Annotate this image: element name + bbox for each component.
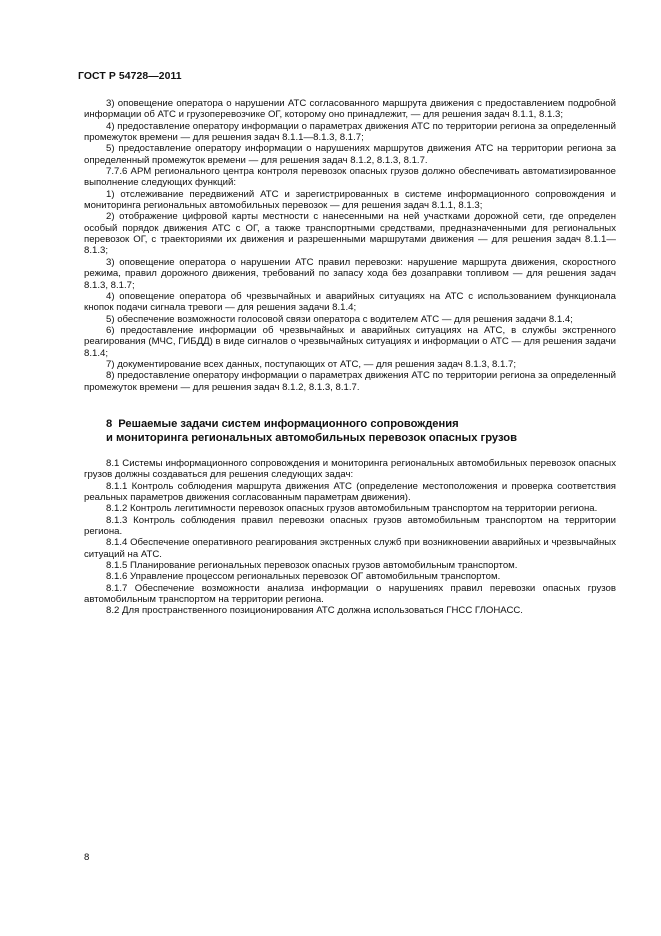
paragraph: 7) документирование всех данных, поступающих от АТС, — для решения задач 8.1.3, 8.1.7;: [106, 358, 517, 370]
paragraph: 8.1.2 Контроль легитимности перевозок опасных грузов автомобильным транспортом на территории региона.: [106, 503, 598, 515]
paragraph: 7.7.6 АРМ регионального центра контроля перевозок опасных грузов должно обеспечивать автоматизированное выполнение следующих функций:: [84, 166, 616, 189]
paragraph: 8) предоставление оператору информации о параметрах движения АТС по территории региона за определенный промежуток времени — для решения задач 8.1.2, 8.1.3, 8.1.7.: [84, 370, 616, 393]
section-number: 8: [106, 417, 113, 430]
document-body: [84, 98, 616, 617]
paragraph: 3) оповещение оператора о нарушении АТС согласованного маршрута движения с предоставлением подробной информации об АТС и грузоперевозчике ОГ, которому оно принадлежит, — для решения задач 8.1.1, 8.1.3;: [84, 98, 616, 121]
section-heading: [84, 417, 616, 445]
paragraph: 5) обеспечение возможности голосовой связи оператора с водителем АТС — для решения задачи 8.1.4;: [106, 313, 573, 325]
paragraph: 1) отслеживание передвижений АТС и зарегистрированных в системе информационного сопровождения и мониторинга региональных автомобильных перевозок — для решения задач 8.1.1, 8.1.3;: [84, 188, 616, 212]
paragraph: 8.1.6 Управление процессом региональных перевозок ОГ автомобильным транспортом.: [106, 571, 501, 583]
paragraph: 8.2 Для пространственного позиционирования АТС должна использоваться ГНСС ГЛОНАСС.: [106, 605, 523, 617]
paragraph: 8.1.3 Контроль соблюдения правил перевозки опасных грузов автомобильным транспортом на территории региона.: [84, 514, 616, 537]
paragraph: 3) оповещение оператора о нарушении АТС правил перевозки: нарушение маршрута движения, скоростного режима, правил дорожного движения, требований по запасу хода без дозаправки топливом — для решения задач 8.1.3, 8.1.7;: [84, 256, 616, 291]
paragraph: 8.1 Системы информационного сопровождения и мониторинга региональных автомобильных перевозок опасных грузов должны создаваться для решения следующих задач:: [84, 457, 616, 481]
paragraph: 8.1.5 Планирование региональных перевозок опасных грузов автомобильным транспортом.: [106, 560, 518, 572]
section-heading-line-2: и мониторинга региональных автомобильных перевозок опасных грузов: [106, 431, 517, 444]
section-heading-line-1: [106, 417, 616, 431]
document-header: ГОСТ Р 54728—2011: [78, 71, 182, 82]
page-number: 8: [84, 852, 90, 863]
section-title-text: Решаемые задачи систем информационного сопровождения: [118, 417, 459, 430]
paragraph: 5) предоставление оператору информации о нарушениях маршрутов движения АТС на территории региона за определенный промежуток времени — для решения задач 8.1.2, 8.1.3, 8.1.7.: [84, 143, 616, 166]
paragraph: 8.1.1 Контроль соблюдения маршрута движения АТС (определение местоположения и проверка соответствия реальных параметров движения согласованным параметрам движения).: [84, 480, 616, 503]
paragraph: 8.1.7 Обеспечение возможности анализа информации о нарушениях правил перевозки опасных грузов автомобильным транспортом на территории региона.: [84, 582, 616, 606]
paragraph: 4) предоставление оператору информации о параметрах движения АТС по территории региона за определенный промежуток времени — для решения задач 8.1.1—8.1.3, 8.1.7;: [84, 120, 616, 144]
paragraph: 8.1.4 Обеспечение оперативного реагирования экстренных служб при возникновении аварийных и чрезвычайных ситуаций на АТС.: [84, 537, 616, 560]
paragraph: 2) отображение цифровой карты местности с нанесенными на ней участками дорожной сети, где определен особый порядок движения АТС с ОГ, а также транспортными средствами, предназначенными для региональных перевозок ОГ, с траекториями их движения и разрешенными маршрутами движения — для решения задач 8.1.1—8.1.3;: [84, 211, 616, 257]
paragraph: 6) предоставление информации об чрезвычайных и аварийных ситуациях на АТС, в службы экстренного реагирования (МЧС, ГИБДД) в виде сигналов о чрезвычайных ситуациях и информации о АТС — для решения задачи 8.1.4;: [84, 324, 616, 359]
paragraph: 4) оповещение оператора об чрезвычайных и аварийных ситуациях на АТС с использованием функционала кнопок подачи сигнала тревоги — для решения задачи 8.1.4;: [84, 290, 616, 314]
